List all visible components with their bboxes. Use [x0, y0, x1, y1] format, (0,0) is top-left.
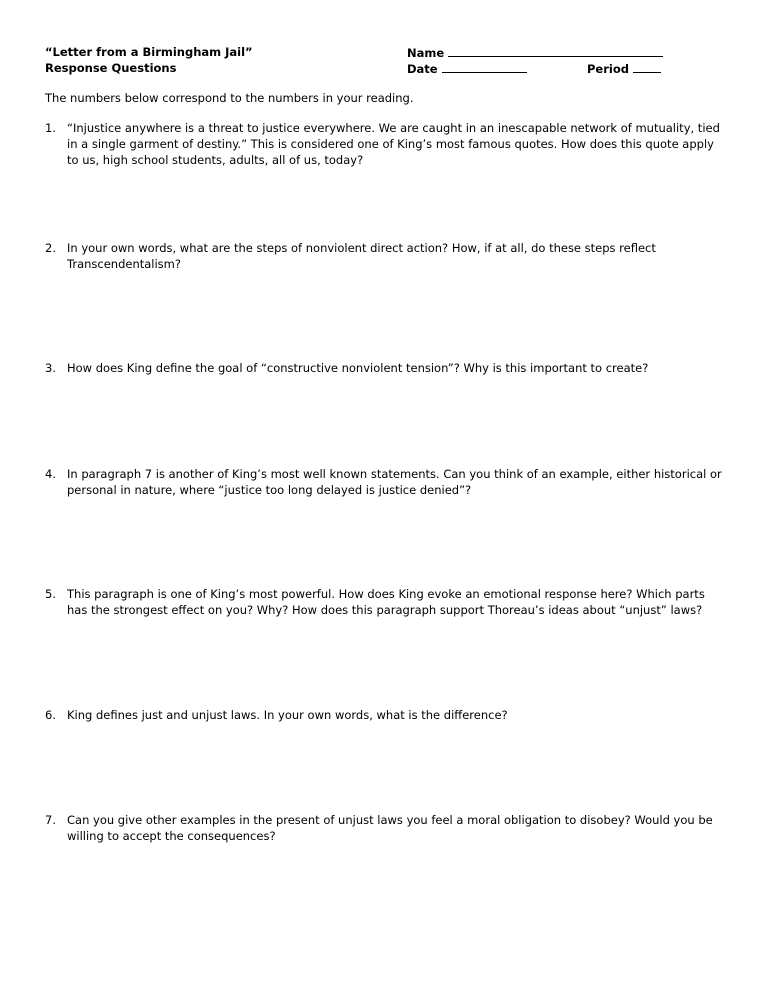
instructions-text: The numbers below correspond to the numbers in your reading.	[45, 91, 414, 105]
question-text: Can you give other examples in the present of unjust laws you feel a moral obligation to disobey? Would you be willing to accept the consequences?	[67, 813, 713, 843]
question-number: 4.	[45, 467, 56, 481]
name-label: Name	[407, 46, 445, 60]
period-field[interactable]	[587, 60, 661, 77]
question-number: 6.	[45, 708, 56, 722]
question-number: 2.	[45, 241, 56, 255]
worksheet-title: “Letter from a Birmingham Jail”	[45, 45, 253, 59]
question-number: 5.	[45, 587, 56, 601]
name-blank-line[interactable]	[448, 44, 663, 57]
question-item	[45, 466, 725, 498]
date-blank-line[interactable]	[442, 60, 527, 73]
question-item	[45, 586, 725, 618]
question-text: “Injustice anywhere is a threat to justice everywhere. We are caught in an inescapable network of mutuality, tied in a single garment of destiny.” This is considered one of King’s most famous quotes. How does this quote apply to us, high school students, adults, all of us, today?	[67, 121, 720, 167]
question-text: This paragraph is one of King’s most powerful. How does King evoke an emotional response here? Which parts has the strongest effect on you? Why? How does this paragraph support Thoreau’s ideas about “unjust” laws?	[67, 587, 705, 617]
question-number: 7.	[45, 813, 56, 827]
name-field[interactable]	[407, 44, 663, 61]
question-text: In paragraph 7 is another of King’s most well known statements. Can you think of an example, either historical or personal in nature, where “justice too long delayed is justice denied”?	[67, 467, 722, 497]
question-item	[45, 240, 725, 272]
question-text: King defines just and unjust laws. In your own words, what is the difference?	[67, 708, 508, 722]
question-item	[45, 120, 725, 168]
question-text: How does King define the goal of “constructive nonviolent tension”? Why is this important to create?	[67, 361, 649, 375]
period-blank-line[interactable]	[633, 60, 661, 73]
date-field[interactable]	[407, 60, 527, 77]
question-item	[45, 812, 725, 844]
period-label: Period	[587, 62, 629, 76]
question-number: 1.	[45, 121, 56, 135]
date-label: Date	[407, 62, 438, 76]
question-number: 3.	[45, 361, 56, 375]
question-item	[45, 707, 725, 723]
worksheet-subtitle: Response Questions	[45, 61, 177, 75]
question-text: In your own words, what are the steps of nonviolent direct action? How, if at all, do these steps reflect Transcendentalism?	[67, 241, 656, 271]
question-item	[45, 360, 725, 376]
